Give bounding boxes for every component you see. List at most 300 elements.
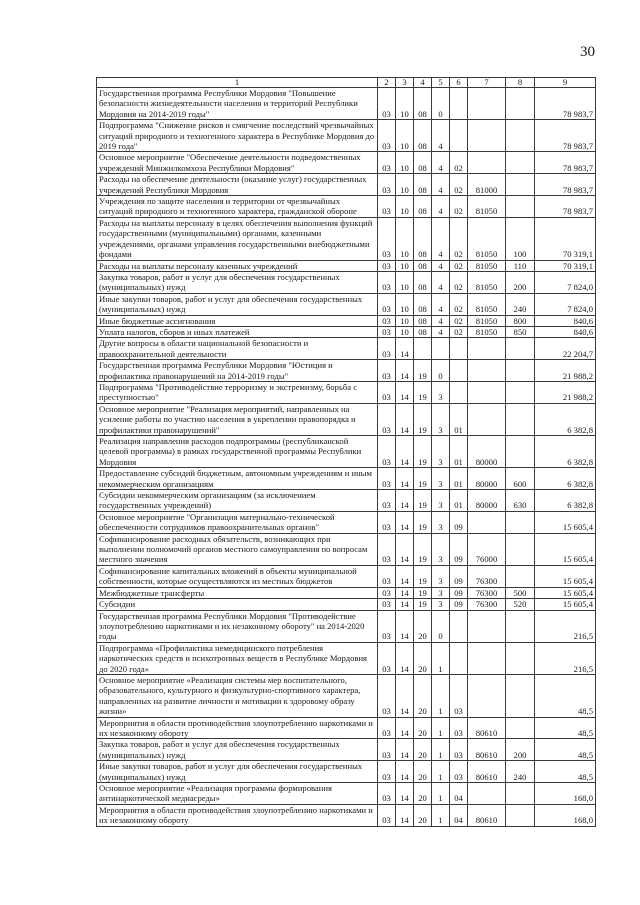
code-cell: 4 [432,326,450,337]
table-row [97,260,596,271]
target-article-cell [468,403,506,435]
code-cell [450,642,468,674]
code-cell: 14 [396,468,414,490]
table-row [97,196,596,218]
expense-type-cell [506,511,535,533]
target-article-cell: 80000 [468,468,506,490]
item-name-cell: Софинансирование расходных обязательств, возникающих при выполнении полномочий органов местного самоуправления по вопросам местного значения [97,533,378,565]
code-cell: 4 [432,315,450,326]
code-cell: 1 [432,783,450,805]
table-row [97,761,596,783]
code-cell: 10 [396,88,414,120]
header-cell: 8 [506,78,535,88]
code-cell: 14 [396,610,414,642]
target-article-cell [468,783,506,805]
code-cell: 10 [396,152,414,174]
code-cell: 09 [450,587,468,598]
table-row [97,403,596,435]
amount-cell: 22 204,7 [535,338,596,360]
code-cell [450,610,468,642]
amount-cell: 6 382,8 [535,468,596,490]
code-cell: 10 [396,293,414,315]
code-cell: 03 [378,804,396,826]
target-article-cell: 81050 [468,326,506,337]
amount-cell: 6 382,8 [535,436,596,468]
table-row [97,217,596,260]
code-cell: 1 [432,642,450,674]
code-cell: 3 [432,468,450,490]
header-cell: 7 [468,78,506,88]
code-cell: 09 [450,533,468,565]
table-row [97,717,596,739]
code-cell: 4 [432,174,450,196]
code-cell: 1 [432,717,450,739]
code-cell: 14 [396,783,414,805]
table-row [97,565,596,587]
code-cell: 20 [414,761,432,783]
item-name-cell: Мероприятия в области противодействия злоупотреблению наркотиками и их незаконному обороту [97,804,378,826]
code-cell: 14 [396,511,414,533]
code-cell: 3 [432,533,450,565]
code-cell: 08 [414,196,432,218]
table-row [97,739,596,761]
amount-cell: 48,5 [535,674,596,717]
header-cell: 6 [450,78,468,88]
table-row [97,152,596,174]
expense-type-cell [506,565,535,587]
code-cell: 4 [432,196,450,218]
code-cell: 03 [378,360,396,382]
code-cell: 4 [432,293,450,315]
expense-type-cell [506,717,535,739]
amount-cell: 78 983,7 [535,88,596,120]
amount-cell: 840,6 [535,315,596,326]
code-cell: 03 [378,739,396,761]
expense-type-cell [506,196,535,218]
code-cell: 01 [450,403,468,435]
code-cell: 08 [414,217,432,260]
code-cell: 19 [414,360,432,382]
amount-cell: 6 382,8 [535,490,596,512]
table-row [97,642,596,674]
expense-type-cell [506,120,535,152]
expense-type-cell [506,804,535,826]
code-cell: 10 [396,326,414,337]
code-cell [450,360,468,382]
code-cell: 14 [396,674,414,717]
item-name-cell: Закупка товаров, работ и услуг для обеспечения государственных (муниципальных) нужд [97,739,378,761]
code-cell: 19 [414,599,432,610]
item-name-cell: Субсидии некоммерческим организациям (за исключением государственных учреждений) [97,490,378,512]
target-article-cell [468,152,506,174]
expense-type-cell [506,610,535,642]
target-article-cell [468,610,506,642]
expense-type-cell: 800 [506,315,535,326]
amount-cell: 78 983,7 [535,120,596,152]
item-name-cell: Основное мероприятие «Реализация программы формирования антинаркотической медиасреды» [97,783,378,805]
code-cell: 02 [450,260,468,271]
code-cell: 0 [432,610,450,642]
code-cell: 14 [396,490,414,512]
expense-type-cell [506,174,535,196]
code-cell: 1 [432,761,450,783]
table-row [97,120,596,152]
code-cell: 10 [396,174,414,196]
code-cell: 1 [432,804,450,826]
table-row [97,338,596,360]
expense-type-cell: 240 [506,293,535,315]
code-cell: 4 [432,120,450,152]
code-cell: 03 [378,260,396,271]
table-row [97,804,596,826]
amount-cell: 15 605,4 [535,533,596,565]
item-name-cell: Уплата налогов, сборов и иных платежей [97,326,378,337]
expense-type-cell: 850 [506,326,535,337]
expense-type-cell [506,360,535,382]
target-article-cell: 80610 [468,739,506,761]
item-name-cell: Государственная программа Республики Мордовия "Юстиция и профилактика правонарушений на 2014-2019 годы" [97,360,378,382]
table-row [97,533,596,565]
amount-cell: 70 319,1 [535,217,596,260]
code-cell: 02 [450,196,468,218]
amount-cell: 168,0 [535,783,596,805]
expense-type-cell: 200 [506,271,535,293]
code-cell: 14 [396,717,414,739]
code-cell: 01 [450,468,468,490]
table-row [97,381,596,403]
code-cell: 3 [432,511,450,533]
code-cell: 03 [450,739,468,761]
code-cell [450,338,468,360]
amount-cell: 216,5 [535,642,596,674]
code-cell: 03 [378,271,396,293]
code-cell: 08 [414,326,432,337]
target-article-cell: 76000 [468,533,506,565]
code-cell: 09 [450,511,468,533]
code-cell: 03 [378,217,396,260]
amount-cell: 78 983,7 [535,196,596,218]
code-cell: 03 [378,587,396,598]
budget-table [96,77,596,827]
code-cell: 08 [414,271,432,293]
header-cell: 1 [97,78,378,88]
expense-type-cell: 500 [506,587,535,598]
code-cell: 19 [414,587,432,598]
target-article-cell [468,642,506,674]
code-cell [414,338,432,360]
code-cell: 03 [378,642,396,674]
code-cell: 1 [432,739,450,761]
item-name-cell: Основное мероприятие «Реализация системы мер воспитательного, образовательного, культурного и физкультурно-спортивного характера, направленных на развитие личности и мотивации к здоровому образу жизни» [97,674,378,717]
table-row [97,599,596,610]
code-cell: 04 [450,783,468,805]
item-name-cell: Иные бюджетные ассигнования [97,315,378,326]
code-cell: 08 [414,120,432,152]
target-article-cell: 81050 [468,271,506,293]
code-cell: 10 [396,271,414,293]
item-name-cell: Основное мероприятие "Обеспечение деятельности подведомственных учреждений Минжилкомхоза Республики Мордовия" [97,152,378,174]
code-cell [450,120,468,152]
code-cell: 03 [378,717,396,739]
code-cell: 10 [396,315,414,326]
code-cell: 3 [432,565,450,587]
item-name-cell: Мероприятия в области противодействия злоупотреблению наркотиками и их незаконному обороту [97,717,378,739]
code-cell: 19 [414,511,432,533]
item-name-cell: Основное мероприятие "Реализация мероприятий, направленных на усиление работы по участию населения в укреплении правопорядка и профилактики правонарушений" [97,403,378,435]
code-cell: 01 [450,436,468,468]
amount-cell: 15 605,4 [535,599,596,610]
code-cell: 19 [414,436,432,468]
header-cell: 5 [432,78,450,88]
code-cell: 03 [378,174,396,196]
code-cell: 4 [432,217,450,260]
table-row [97,174,596,196]
header-cell: 3 [396,78,414,88]
code-cell: 03 [378,120,396,152]
code-cell: 01 [450,490,468,512]
table-row [97,587,596,598]
target-article-cell: 80610 [468,804,506,826]
table-row [97,315,596,326]
table-row [97,360,596,382]
code-cell: 3 [432,587,450,598]
code-cell: 08 [414,260,432,271]
code-cell: 14 [396,403,414,435]
expense-type-cell: 630 [506,490,535,512]
code-cell: 19 [414,490,432,512]
code-cell: 03 [378,511,396,533]
code-cell: 14 [396,381,414,403]
item-name-cell: Субсидии [97,599,378,610]
code-cell: 19 [414,533,432,565]
expense-type-cell: 100 [506,217,535,260]
code-cell: 02 [450,315,468,326]
item-name-cell: Расходы на выплаты персоналу в целях обеспечения выполнения функций государственными (муниципальными) органами, казенными учреждениями, органами управления государственными внебюджетными фондами [97,217,378,260]
item-name-cell: Другие вопросы в области национальной безопасности и правоохранительной деятельности [97,338,378,360]
amount-cell: 7 824,0 [535,271,596,293]
expense-type-cell: 200 [506,739,535,761]
target-article-cell: 81050 [468,260,506,271]
code-cell: 03 [378,293,396,315]
code-cell [432,338,450,360]
target-article-cell: 76300 [468,599,506,610]
code-cell: 03 [378,468,396,490]
code-cell: 0 [432,88,450,120]
amount-cell: 15 605,4 [535,565,596,587]
target-article-cell: 80610 [468,717,506,739]
code-cell: 10 [396,260,414,271]
code-cell: 08 [414,293,432,315]
code-cell: 02 [450,293,468,315]
code-cell: 14 [396,436,414,468]
expense-type-cell [506,152,535,174]
item-name-cell: Межбюджетные трансферты [97,587,378,598]
code-cell: 03 [378,490,396,512]
header-cell: 2 [378,78,396,88]
expense-type-cell [506,642,535,674]
item-name-cell: Основное мероприятие "Организация материально-технической обеспеченности сотрудников правоохранительных органов" [97,511,378,533]
expense-type-cell [506,783,535,805]
expense-type-cell [506,338,535,360]
target-article-cell: 76300 [468,565,506,587]
item-name-cell: Закупка товаров, работ и услуг для обеспечения государственных (муниципальных) нужд [97,271,378,293]
code-cell: 03 [378,599,396,610]
code-cell: 03 [378,610,396,642]
header-cell: 4 [414,78,432,88]
item-name-cell: Государственная программа Республики Мордовия "Противодействие злоупотреблению наркотиками и их незаконному обороту" на 2014-2020 годы [97,610,378,642]
code-cell: 02 [450,271,468,293]
code-cell: 20 [414,783,432,805]
code-cell: 19 [414,403,432,435]
amount-cell: 840,6 [535,326,596,337]
item-name-cell: Иные закупки товаров, работ и услуг для обеспечения государственных (муниципальных) нужд [97,761,378,783]
item-name-cell: Иные закупки товаров, работ и услуг для обеспечения государственных (муниципальных) нужд [97,293,378,315]
code-cell: 14 [396,360,414,382]
code-cell: 03 [378,436,396,468]
amount-cell: 7 824,0 [535,293,596,315]
code-cell: 14 [396,565,414,587]
code-cell: 14 [396,599,414,610]
item-name-cell: Подпрограмма "Снижение рисков и смягчение последствий чрезвычайных ситуаций природного и техногенного характера в Республике Мордовия до 2019 года" [97,120,378,152]
code-cell: 3 [432,436,450,468]
code-cell: 3 [432,599,450,610]
expense-type-cell: 110 [506,260,535,271]
code-cell: 03 [450,761,468,783]
code-cell: 4 [432,271,450,293]
table-row [97,468,596,490]
amount-cell: 168,0 [535,804,596,826]
target-article-cell: 81050 [468,196,506,218]
code-cell: 14 [396,533,414,565]
amount-cell: 78 983,7 [535,174,596,196]
code-cell: 20 [414,642,432,674]
table-row [97,490,596,512]
code-cell: 3 [432,381,450,403]
target-article-cell: 80610 [468,761,506,783]
code-cell: 03 [450,674,468,717]
code-cell: 20 [414,739,432,761]
expense-type-cell [506,533,535,565]
code-cell: 4 [432,260,450,271]
target-article-cell: 81000 [468,174,506,196]
code-cell: 20 [414,717,432,739]
target-article-cell: 80000 [468,436,506,468]
code-cell: 14 [396,739,414,761]
code-cell: 10 [396,217,414,260]
code-cell: 03 [378,533,396,565]
item-name-cell: Софинансирование капитальных вложений в объекты муниципальной собственности, которые осуществляются из местных бюджетов [97,565,378,587]
target-article-cell [468,511,506,533]
code-cell: 03 [378,326,396,337]
code-cell: 02 [450,326,468,337]
code-cell: 03 [378,674,396,717]
code-cell: 20 [414,674,432,717]
table-row [97,88,596,120]
page-number: 30 [580,44,595,60]
amount-cell: 15 605,4 [535,511,596,533]
code-cell: 1 [432,674,450,717]
target-article-cell [468,88,506,120]
item-name-cell: Подпрограмма «Профилактика немедицинского потребления наркотических средств и психотропных веществ в Республике Мордовия до 2020 года» [97,642,378,674]
table-row [97,293,596,315]
code-cell: 02 [450,152,468,174]
table-row [97,511,596,533]
item-name-cell: Подпрограмма "Противодействие терроризму и экстремизму, борьба с преступностью" [97,381,378,403]
code-cell: 03 [378,403,396,435]
table-row [97,674,596,717]
target-article-cell [468,338,506,360]
code-cell: 08 [414,315,432,326]
code-cell: 04 [450,804,468,826]
expense-type-cell [506,88,535,120]
code-cell: 03 [378,152,396,174]
item-name-cell: Учреждения по защите населения и территории от чрезвычайных ситуаций природного и техногенного характера, гражданской обороне [97,196,378,218]
amount-cell: 70 319,1 [535,260,596,271]
amount-cell: 6 382,8 [535,403,596,435]
table-row [97,326,596,337]
code-cell: 03 [378,338,396,360]
code-cell: 10 [396,196,414,218]
amount-cell: 78 983,7 [535,152,596,174]
code-cell: 14 [396,761,414,783]
code-cell [450,88,468,120]
code-cell: 03 [450,717,468,739]
item-name-cell: Предоставление субсидий бюджетным, автономным учреждениям и иным некоммерческим организациям [97,468,378,490]
amount-cell: 48,5 [535,739,596,761]
code-cell: 08 [414,174,432,196]
header-cell: 9 [535,78,596,88]
code-cell: 19 [414,381,432,403]
target-article-cell [468,381,506,403]
code-cell: 19 [414,565,432,587]
target-article-cell: 81050 [468,217,506,260]
code-cell: 14 [396,587,414,598]
amount-cell: 21 988,2 [535,381,596,403]
code-cell: 20 [414,804,432,826]
code-cell: 4 [432,152,450,174]
code-cell: 09 [450,599,468,610]
code-cell: 08 [414,88,432,120]
item-name-cell: Расходы на обеспечение деятельности (оказание услуг) государственных учреждений Республики Мордовия [97,174,378,196]
code-cell: 03 [378,315,396,326]
amount-cell: 48,5 [535,717,596,739]
target-article-cell [468,674,506,717]
code-cell: 14 [396,642,414,674]
code-cell: 09 [450,565,468,587]
table-row [97,783,596,805]
table-row [97,610,596,642]
code-cell: 0 [432,360,450,382]
amount-cell: 48,5 [535,761,596,783]
target-article-cell: 81050 [468,315,506,326]
table-row [97,271,596,293]
amount-cell: 15 605,4 [535,587,596,598]
target-article-cell: 80000 [468,490,506,512]
table-header-row [97,78,596,88]
expense-type-cell: 240 [506,761,535,783]
table-row [97,436,596,468]
item-name-cell: Государственная программа Республики Мордовия "Повышение безопасности жизнедеятельности населения и территорий Республики Мордовия на 2014-2019 годы" [97,88,378,120]
code-cell: 03 [378,88,396,120]
target-article-cell: 76300 [468,587,506,598]
code-cell: 10 [396,120,414,152]
expense-type-cell [506,403,535,435]
expense-type-cell [506,436,535,468]
code-cell: 14 [396,804,414,826]
amount-cell: 216,5 [535,610,596,642]
target-article-cell [468,120,506,152]
code-cell: 3 [432,490,450,512]
